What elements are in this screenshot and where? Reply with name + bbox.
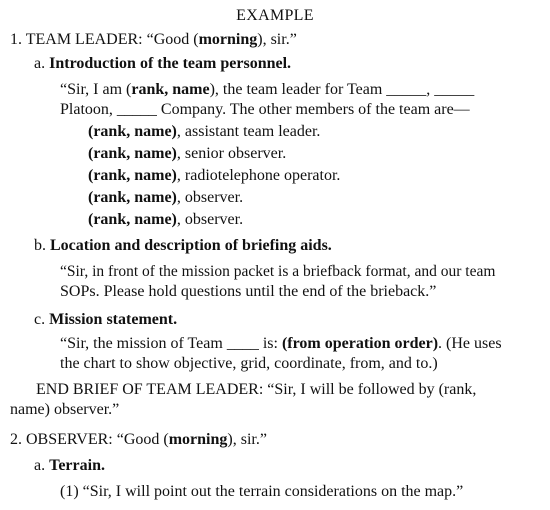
member-item [88, 144, 286, 164]
member-rank-name: (rank, name) [88, 189, 177, 206]
section-2-number: 2. [10, 431, 22, 448]
subsection-1b-letter: b. [34, 237, 46, 254]
mission-line-1 [60, 334, 502, 354]
terrain-item-number: (1) [60, 483, 79, 500]
subsection-2a-title: Terrain. [49, 457, 105, 474]
subsection-1a-title: Introduction of the team personnel. [49, 55, 292, 72]
member-rank-name: (rank, name) [88, 145, 177, 162]
member-rank-name: (rank, name) [88, 211, 177, 228]
section-2-heading-bold: morning [168, 431, 228, 448]
member-role: , radiotelephone operator. [176, 167, 341, 184]
subsection-2a-letter: a. [34, 457, 46, 474]
member-item [88, 210, 243, 230]
section-1-heading [10, 30, 297, 50]
section-1-heading-bold: morning [198, 31, 258, 48]
section-2-heading-part: ), sir.” [227, 431, 267, 448]
member-item [88, 122, 320, 142]
text-part: ), the team leader for Team _____, _____ [209, 81, 475, 98]
intro-paragraph-line-1 [60, 80, 474, 100]
subsection-1a-heading [34, 54, 291, 74]
text-part: . (He uses [438, 335, 502, 352]
terrain-item-text: “Sir, I will point out the terrain considerations on the map.” [82, 483, 464, 500]
mission-line-2: the chart to show objective, grid, coordinate, from, and to.) [60, 355, 438, 372]
member-rank-name: (rank, name) [88, 167, 177, 184]
subsection-1c-title: Mission statement. [49, 311, 178, 328]
subsection-1b-title: Location and description of briefing aids. [50, 237, 332, 254]
briefing-aids-line-2: SOPs. Please hold questions until the end of the brieback.” [60, 283, 437, 300]
page-title: EXAMPLE [236, 7, 314, 24]
section-1-number: 1. [10, 31, 22, 48]
text-bold: rank, name [131, 81, 210, 98]
section-1-heading-part: TEAM LEADER: “Good ( [25, 31, 199, 48]
text-bold: (from operation order) [281, 335, 439, 352]
subsection-1c-heading [34, 310, 177, 330]
text-part: “Sir, I am ( [60, 81, 132, 98]
member-item [88, 188, 243, 208]
section-2-heading-text [26, 431, 267, 448]
member-rank-name: (rank, name) [88, 123, 177, 140]
member-role: , senior observer. [176, 145, 287, 162]
intro-paragraph-line-2: Platoon, _____ Company. The other members of the team are— [60, 101, 470, 118]
section-1-heading-text [26, 31, 297, 48]
briefing-aids-line-1: “Sir, in front of the mission packet is a briefback format, and our team [60, 263, 496, 280]
subsection-2a-heading [34, 456, 105, 476]
section-2-heading [10, 430, 267, 450]
end-brief-line-2: name) observer.” [10, 401, 120, 418]
member-role: , assistant team leader. [176, 123, 321, 140]
terrain-item-1 [60, 482, 463, 502]
subsection-1a-letter: a. [34, 55, 46, 72]
member-role: , observer. [176, 211, 244, 228]
subsection-1c-letter: c. [34, 311, 46, 328]
section-1-heading-part: ), sir.” [257, 31, 297, 48]
end-brief-line-1: END BRIEF OF TEAM LEADER: “Sir, I will be followed by (rank, [36, 381, 477, 398]
member-item [88, 166, 340, 186]
subsection-1b-heading [34, 236, 332, 256]
text-part: “Sir, the mission of Team ____ is: [60, 335, 282, 352]
section-2-heading-part: OBSERVER: “Good ( [26, 431, 169, 448]
member-role: , observer. [176, 189, 244, 206]
